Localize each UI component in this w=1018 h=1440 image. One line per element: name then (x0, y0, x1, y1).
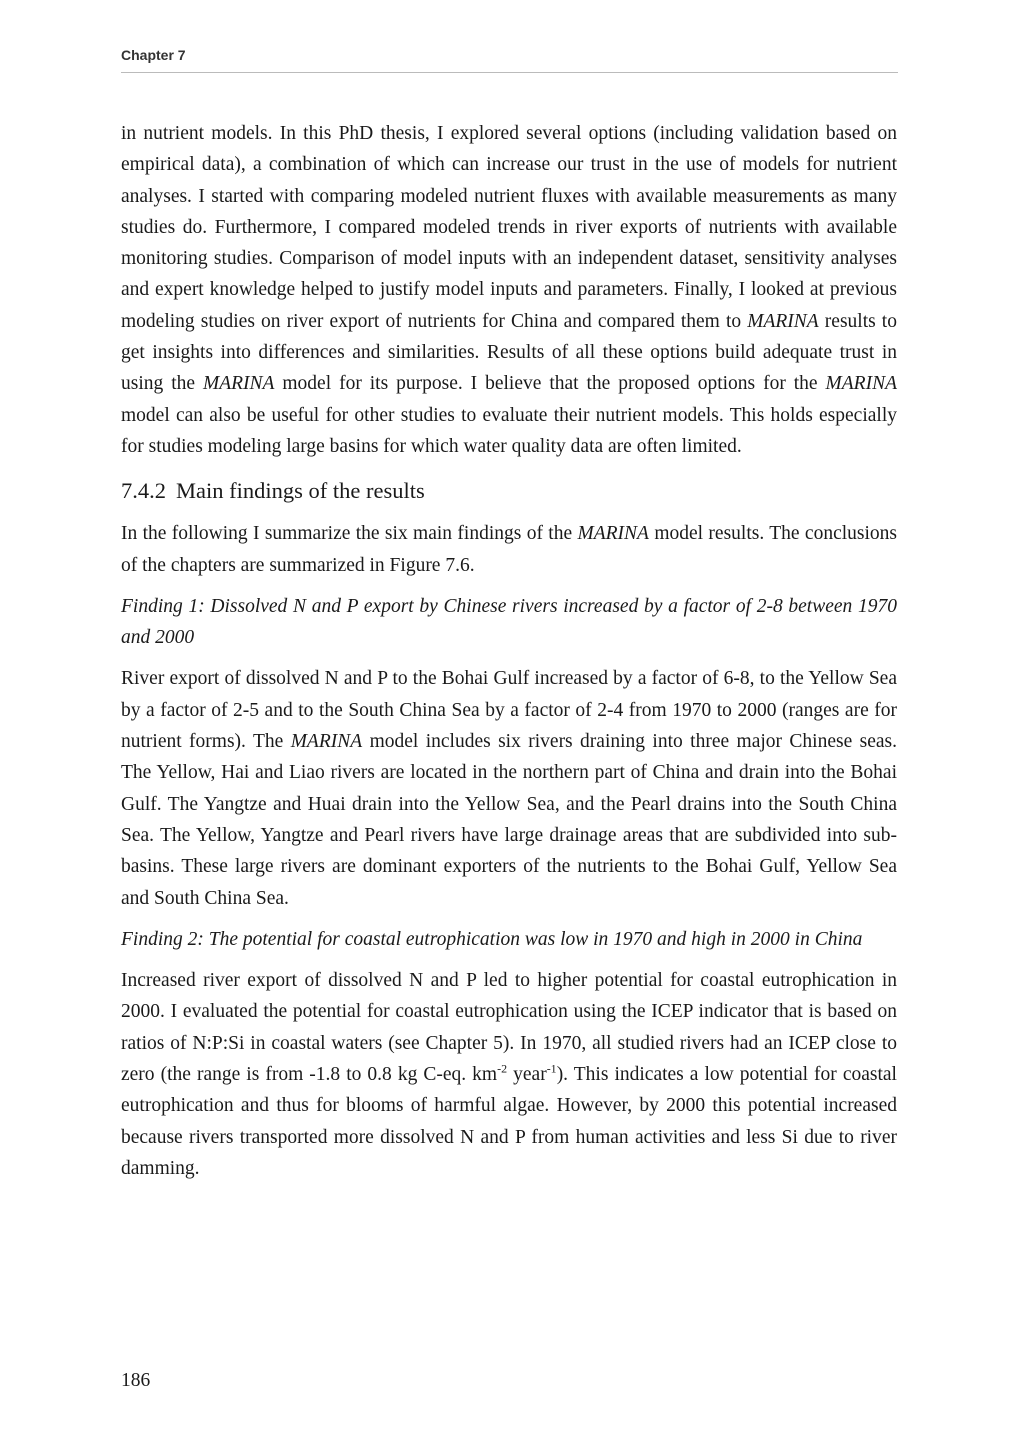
text: River export of dissolved N and P to the Bohai Gulf increased by a factor of 6-8, to the Yellow Sea by a factor of 2-5 and to the South China Sea by a factor of 2-4 from 1970 to 2000 (ranges are for nutrient forms). The (121, 668, 897, 753)
finding-1: Finding 1: Dissolved N and P export by Chinese rivers increased by a factor of 2-8 between 1970 and 2000 (121, 595, 897, 649)
model-name: MARINA (747, 310, 819, 332)
model-name: MARINA (577, 523, 649, 545)
text: results to get insights into differences and similarities. Results of all these options build adequate trust in using the (121, 310, 897, 395)
text: In the following I summarize the six main findings of the (121, 523, 578, 545)
finding-heading (121, 591, 897, 654)
finding-heading (121, 924, 897, 955)
header-rule (121, 72, 898, 73)
running-header: Chapter 7 (121, 47, 186, 63)
paragraph (121, 965, 897, 1184)
text: model can also be useful for other studies to evaluate their nutrient models. This holds especially for studies modeling large basins for which water quality data are often limited. (121, 404, 897, 457)
text: model includes six rivers draining into three major Chinese seas. The Yellow, Hai and Liao rivers are located in the northern part of China and drain into the Bohai Gulf. The Yangtze and Huai drain into the Yellow Sea, and the Pearl drains into the South China Sea. The Yellow, Yangtze and Pearl rivers have large drainage areas that are subdivided into sub-basins. These large rivers are dominant exporters of the nutrients to the Bohai Gulf, Yellow Sea and South China Sea. (121, 731, 898, 909)
paragraph (121, 118, 897, 462)
section-title: Main findings of the results (176, 478, 425, 504)
finding-2: Finding 2: The potential for coastal eutrophication was low in 1970 and high in 2000 in China (121, 928, 863, 950)
model-name: MARINA (202, 373, 275, 395)
model-name: MARINA (290, 731, 363, 753)
text: Increased river export of dissolved N and P led to higher potential for coastal eutrophication in 2000. I evaluated the potential for coastal eutrophication using the ICEP indicator that is based on ratios of N:P:Si in coastal waters (see Chapter 5). In 1970, all studied rivers had an ICEP close to zero (the range is from -1.8 to 0.8 kg C-eq. km (121, 970, 897, 1086)
superscript: -1 (546, 1061, 557, 1076)
section-heading (121, 476, 897, 506)
superscript: -2 (497, 1061, 508, 1076)
paragraph (121, 663, 897, 913)
model-name: MARINA (825, 373, 897, 395)
page-number: 186 (121, 1370, 151, 1391)
paragraph (121, 518, 897, 581)
text: model results. The conclusions of the chapters are summarized in Figure 7.6. (121, 523, 897, 576)
text: model for its purpose. I believe that the proposed options for the (274, 373, 826, 395)
text: ). This indicates a low potential for coastal eutrophication and thus for blooms of harmful algae. However, by 2000 this potential increased because rivers transported more dissolved N and P from human activities and less Si due to river damming. (121, 1064, 897, 1179)
text: in nutrient models. In this PhD thesis, I explored several options (including validation based on empirical data), a combination of which can increase our trust in the use of models for nutrient analyses. I started with comparing modeled nutrient fluxes with available measurements as many studies do. Furthermore, I compared modeled trends in river exports of nutrients with available monitoring studies. Comparison of model inputs with an independent dataset, sensitivity analyses and expert knowledge helped to justify model inputs and parameters. Finally, I looked at previous modeling studies on river export of nutrients for China and compared them to (121, 123, 897, 332)
text: year (507, 1064, 547, 1086)
page-body (121, 118, 897, 1194)
section-number: 7.4.2 (121, 478, 166, 504)
